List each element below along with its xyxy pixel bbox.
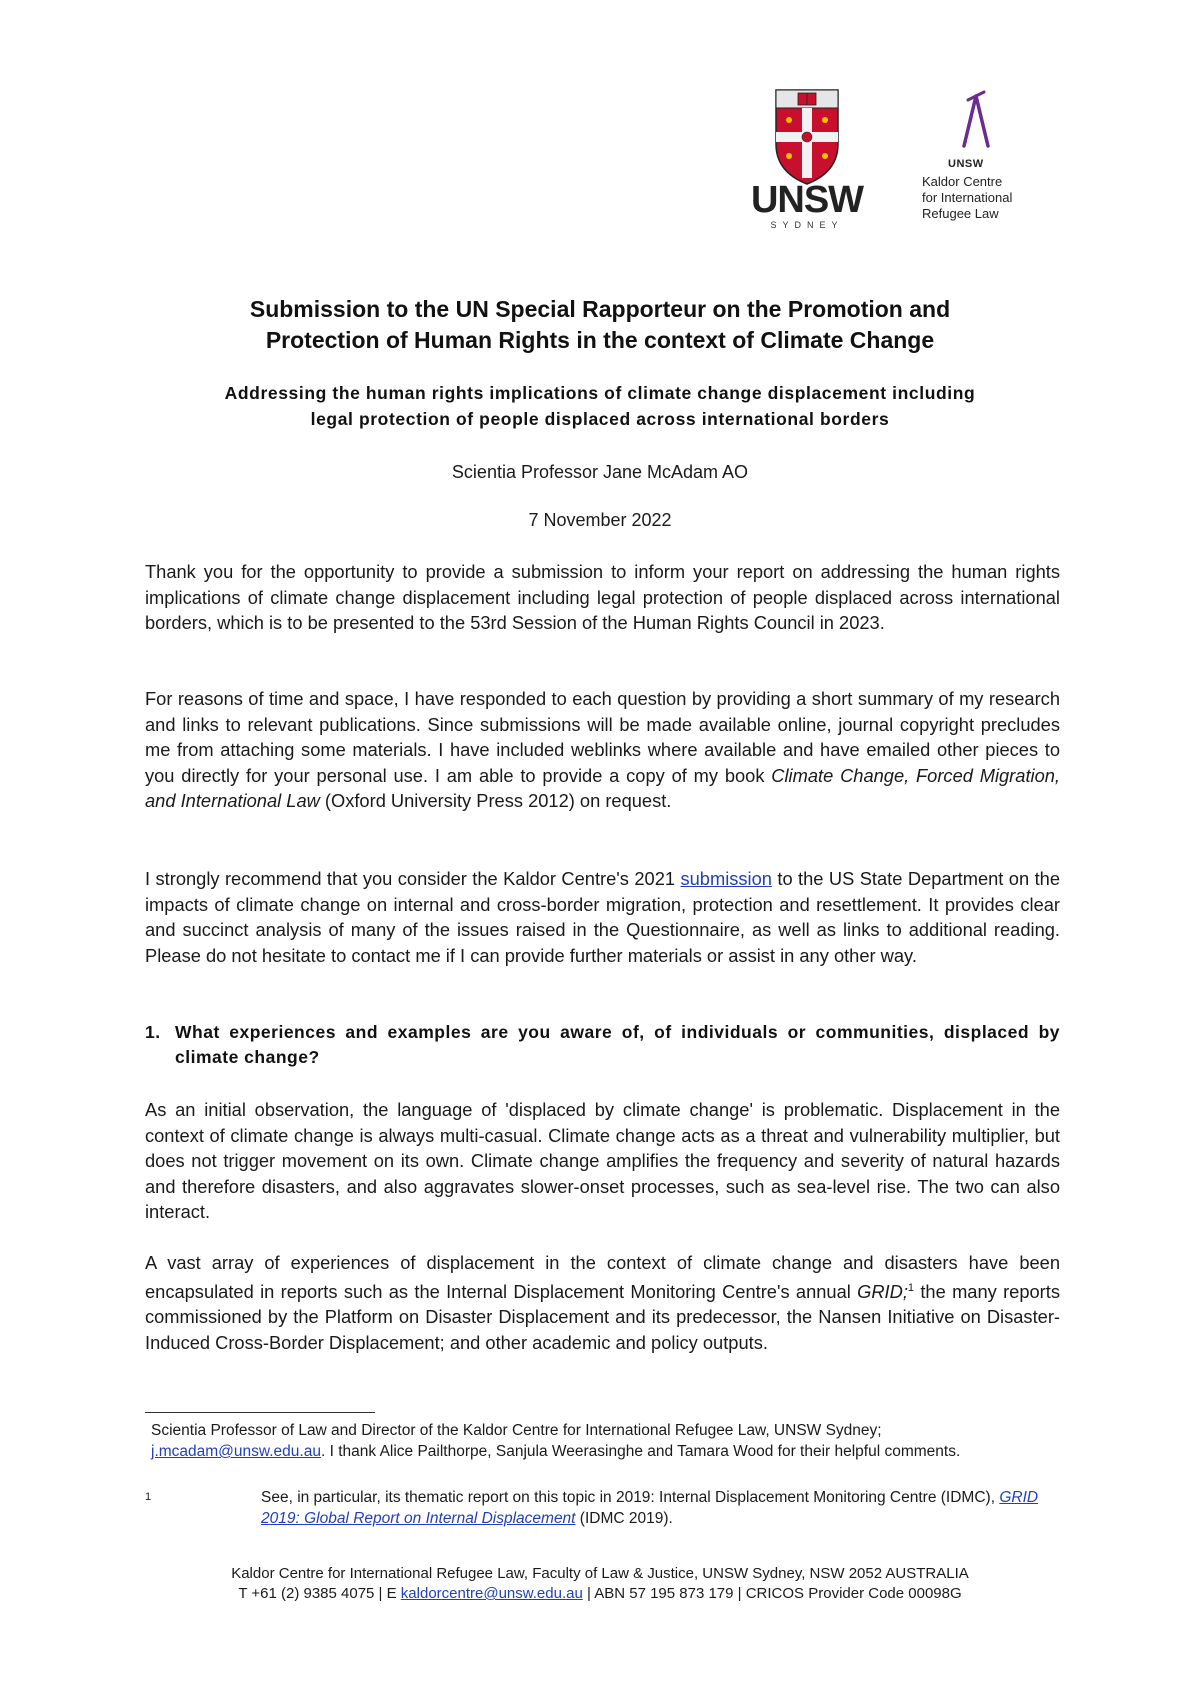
- footnote-1-body: [145, 1487, 1045, 1529]
- footer-phone: T +61 (2) 9385 4075 | E: [238, 1585, 401, 1602]
- grid-title: GRID;: [857, 1280, 908, 1302]
- footnote-ref[interactable]: 1: [907, 1281, 915, 1294]
- paragraph-research-summary: [145, 686, 1060, 814]
- p3-text-end: to the US State Department on the impacts of climate change on internal and cross-border migration, protection and resettlement. It provides clear and succinct analysis of many of the issues raised in the Questionnaire, as well as links to additional reading. Please do not hesitate to contact me if I can provide further materials or assist in any other way.: [145, 868, 1060, 966]
- paragraph-recommendation: [145, 866, 1060, 968]
- document-subtitle: [120, 380, 1080, 432]
- title-line-2: Protection of Human Rights in the context of Climate Change: [265, 327, 935, 353]
- paragraph-intro: Thank you for the opportunity to provide a submission to inform your report on addressing the human rights implications of climate change displacement including legal protection of people displaced across international borders, which is to be presented to the 53rd Session of the Human Rights Council in 2023.: [145, 561, 1060, 634]
- author: Scientia Professor Jane McAdam AO: [451, 462, 749, 482]
- footnote-1-mark: 1: [145, 1491, 152, 1503]
- author-email-link[interactable]: j.mcadam@unsw.edu.au: [151, 1443, 321, 1460]
- submission-link[interactable]: submission: [680, 868, 772, 889]
- kaldor-line-1: Kaldor Centre: [922, 174, 1003, 189]
- kaldor-line-3: Refugee Law: [922, 206, 999, 221]
- footnote-author-text-end: . I thank Alice Pailthorpe, Sanjula Weerasinghe and Tamara Wood for their helpful comments.: [320, 1443, 961, 1460]
- date: 7 November 2022: [528, 510, 672, 530]
- document-title: [120, 294, 1080, 356]
- kaldor-centre-logo: [914, 86, 1042, 226]
- subtitle-line-2: legal protection of people displaced across international borders: [310, 409, 890, 429]
- question-text: What experiences and examples are you aware of, of individuals or communities, displaced by climate change?: [175, 1022, 1060, 1067]
- question-number: 1.: [145, 1022, 161, 1042]
- footer-contact: [120, 1584, 1080, 1604]
- footnote-1-text-end: (IDMC 2019).: [575, 1510, 673, 1527]
- kaldor-unsw-label: UNSW: [948, 158, 984, 170]
- p2-text: For reasons of time and space, I have responded to each question by providing a short summary of my research and links to relevant publications. Since submissions will be made available online, journal copyright precludes me from attaching some materials. I have included weblinks where available and have emailed other pieces to you directly for your personal use. I am able to provide a copy of my book: [145, 688, 1060, 786]
- p3-text: I strongly recommend that you consider the Kaldor Centre's 2021: [145, 868, 681, 889]
- paragraph-initial-observation: As an initial observation, the language of 'displaced by climate change' is problematic. Displacement in the context of climate change is always multi-casual. Climate change acts as a threat and vulnerability multiplier, but does not trigger movement on its own. Climate change amplifies the frequency and severity of natural hazards and therefore disasters, and also aggravates slower-onset processes, such as sea-level rise. The two can also interact.: [145, 1099, 1060, 1223]
- unsw-logo: [742, 86, 872, 230]
- footer-address: Kaldor Centre for International Refugee Law, Faculty of Law & Justice, UNSW Sydney, NSW 2052 AUSTRALIA: [231, 1565, 969, 1582]
- unsw-wordmark: UNSW: [750, 179, 864, 221]
- grid-2019-link[interactable]: GRID 2019: Global Report on Internal Displacement: [261, 1489, 1039, 1527]
- paragraph-experiences: [145, 1250, 1060, 1355]
- unsw-city: SYDNEY: [770, 220, 844, 230]
- footer-abn: | ABN 57 195 873 179 | CRICOS Provider Code 00098G: [582, 1585, 962, 1602]
- title-line-1: Submission to the UN Special Rapporteur on the Promotion and: [249, 296, 951, 322]
- p2-text-end: (Oxford University Press 2012) on request.: [319, 790, 672, 812]
- footnote-author-text: Scientia Professor of Law and Director of the Kaldor Centre for International Refugee Law, UNSW Sydney;: [151, 1422, 882, 1439]
- kaldor-line-2: for International: [922, 190, 1013, 205]
- book-title: Climate Change, Forced Migration, and International Law: [145, 764, 1060, 812]
- kaldor-centre-name: [914, 156, 1042, 222]
- footnote-1: [145, 1487, 1045, 1529]
- footnote-1-text: See, in particular, its thematic report on this topic in 2019: Internal Displacement Monitoring Centre (IDMC),: [261, 1489, 1000, 1506]
- p5-text-end: the many reports commissioned by the Platform on Disaster Displacement and its predecessor, the Nansen Initiative on Disaster-Induced Cross-Border Displacement; and other academic and policy outputs.: [145, 1280, 1060, 1353]
- header-logos: [742, 86, 1042, 230]
- kaldor-mark-icon: [914, 86, 1042, 150]
- footnote-separator: [145, 1412, 375, 1413]
- subtitle-line-1: Addressing the human rights implications of climate change displacement including: [224, 383, 976, 403]
- question-1: [145, 1020, 1060, 1070]
- p5-text: A vast array of experiences of displacement in the context of climate change and disasters have been encapsulated in reports such as the Internal Displacement Monitoring Centre's annual: [145, 1252, 1060, 1302]
- footnote-author-body: [145, 1420, 1045, 1462]
- footer-email-link[interactable]: kaldorcentre@unsw.edu.au: [400, 1585, 583, 1602]
- page-footer: [120, 1564, 1080, 1604]
- footnote-author: [145, 1420, 1045, 1462]
